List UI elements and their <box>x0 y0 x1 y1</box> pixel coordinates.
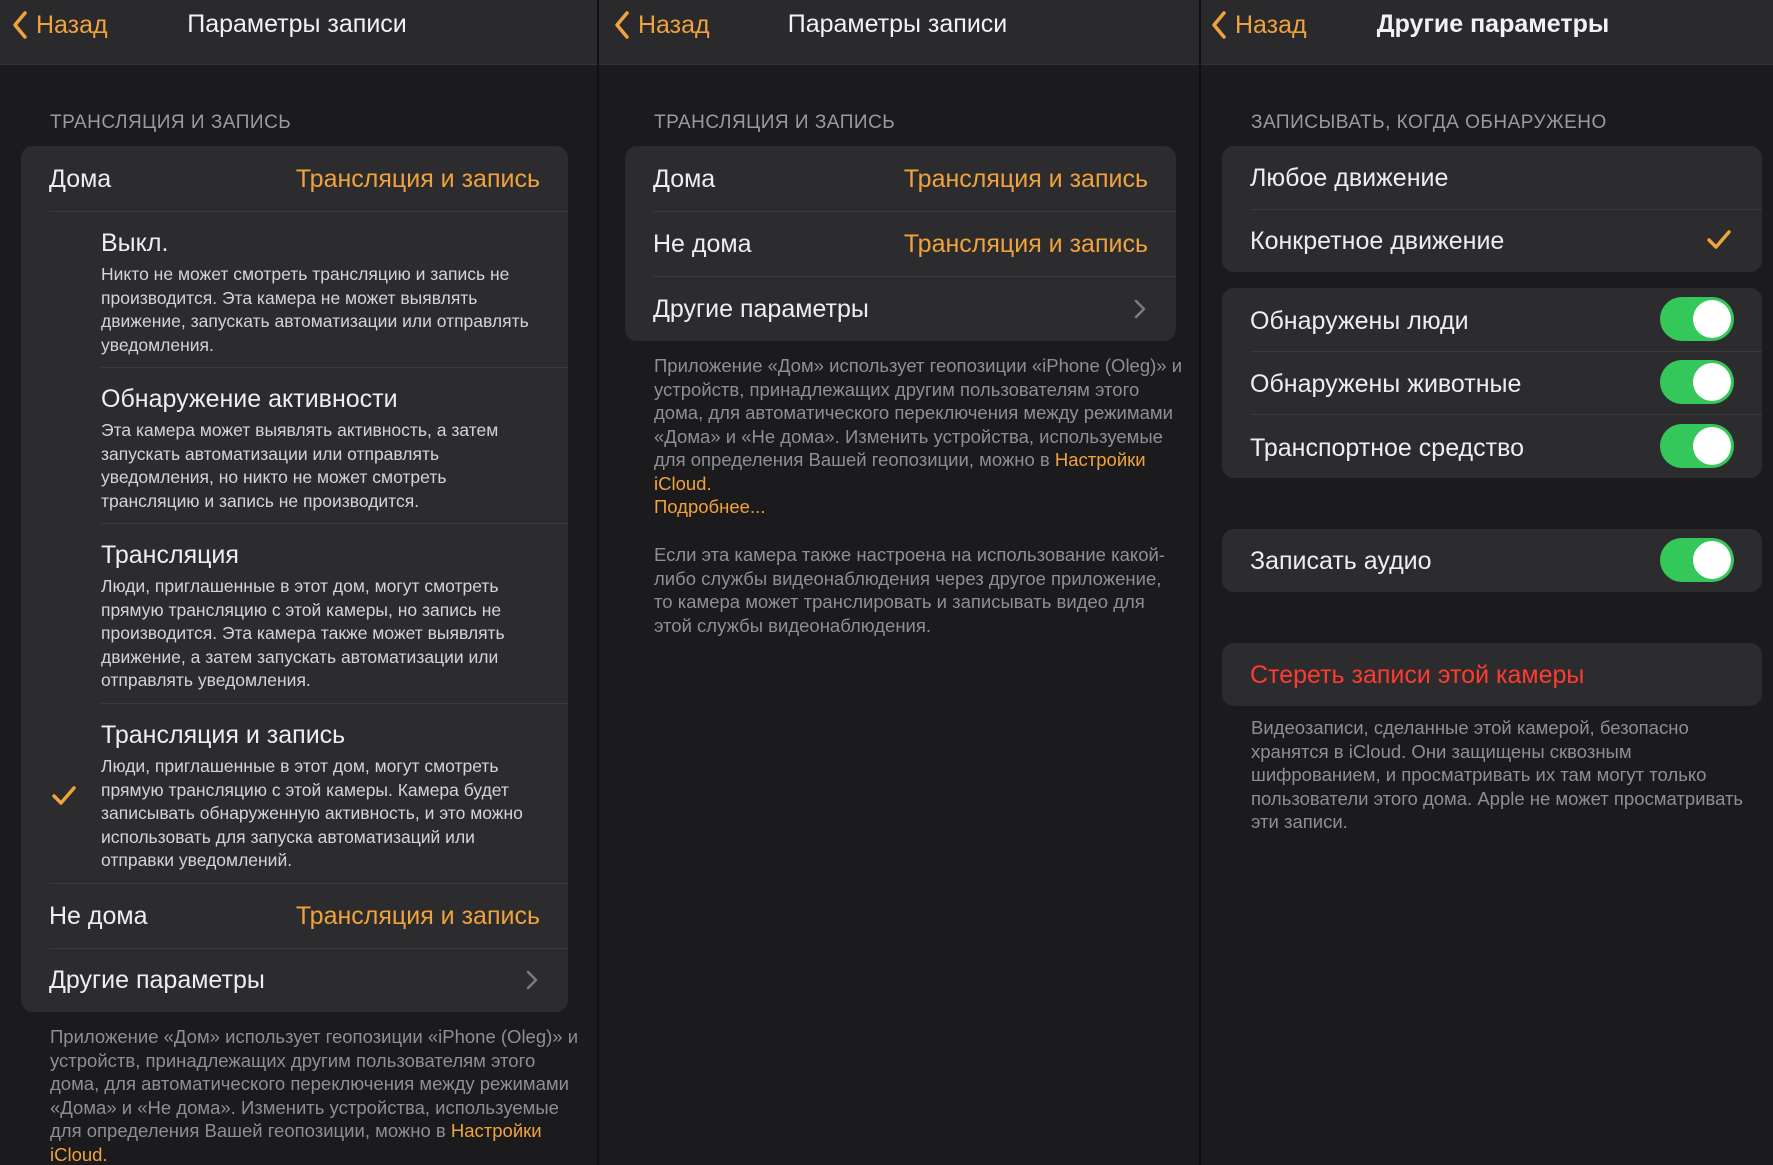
any-motion-label: Любое движение <box>1250 164 1449 192</box>
away-label: Не дома <box>49 902 148 930</box>
option-description: Эта камера может выявлять активность, а затем запускать автоматизации или отправлять уведомления, но никто не может смотреть трансляцию и запись не производится. <box>101 420 499 511</box>
section-header: ЗАПИСЫВАТЬ, КОГДА ОБНАРУЖЕНО <box>1251 112 1607 133</box>
nav-bar <box>599 0 1199 65</box>
more-link[interactable]: Подробнее... <box>654 496 766 517</box>
toggle-knob <box>1693 300 1731 338</box>
audio-group <box>1222 529 1762 592</box>
record-audio-toggle[interactable] <box>1660 538 1734 582</box>
home-label: Дома <box>49 165 112 193</box>
option-description: Люди, приглашенные в этот дом, могут смотреть прямую трансляцию с этой камеры, но запись не производится. Эта камера также может выявлять движение, а затем запускать автоматизации или отправлять уведомления. <box>101 576 505 690</box>
chevron-right-icon <box>1134 299 1146 319</box>
row-away[interactable] <box>625 211 1176 276</box>
back-label: Назад <box>1235 10 1307 39</box>
toggle-knob <box>1693 363 1731 401</box>
option-specific-motion[interactable] <box>1222 209 1762 272</box>
erase-recordings-label: Стереть записи этой камеры <box>1250 661 1585 689</box>
option-title: Обнаружение активности <box>101 385 398 413</box>
section-header: ТРАНСЛЯЦИЯ И ЗАПИСЬ <box>50 112 292 133</box>
streaming-settings-group <box>21 146 568 1012</box>
icloud-settings-link[interactable]: Настройки iCloud. <box>50 1120 542 1165</box>
footer-text: Приложение «Дом» использует геопозиции «iPhone (Oleg)» и устройств, принадлежащих другим пользователям этого дома, для автоматического переключения между режимами «Дома» и «Не дома». Изменить устройства, используемые для определения Вашей геопозиции, можно в <box>50 1026 579 1141</box>
option-description: Люди, приглашенные в этот дом, могут смотреть прямую трансляцию с этой камеры. Камера будет записывать обнаруженную активность, и это можно использовать для запуска автоматизаций или отправки уведомлений. <box>101 756 523 870</box>
panel-recording-options <box>599 0 1199 1165</box>
location-footer <box>50 1025 580 1165</box>
page-title: Параметры записи <box>787 10 1008 38</box>
checkmark-icon <box>1706 229 1732 251</box>
row-home[interactable] <box>21 146 568 211</box>
home-value: Трансляция и запись <box>295 165 540 193</box>
surveillance-footer: Если эта камера также настроена на использование какой-либо службы видеонаблюдения через другое приложение, то камера может транслировать и записывать видео для этой службы видеонаблюдения. <box>654 544 1165 636</box>
option-description: Никто не может смотреть трансляцию и запись не производится. Эта камера не может выявлять движение, запускать автоматизации или отправлять уведомления. <box>101 264 529 355</box>
row-animals-detected <box>1222 351 1762 414</box>
vehicle-toggle[interactable] <box>1660 424 1734 468</box>
record-audio-label: Записать аудио <box>1250 547 1432 575</box>
row-people-detected <box>1222 288 1762 351</box>
toggle-knob <box>1693 541 1731 579</box>
motion-detection-group <box>1222 146 1762 272</box>
panel-other-options <box>1201 0 1773 1165</box>
option-any-motion[interactable] <box>1222 146 1762 209</box>
people-detected-label: Обнаружены люди <box>1250 307 1469 335</box>
row-other-options[interactable] <box>625 276 1176 341</box>
animals-detected-label: Обнаружены животные <box>1250 370 1522 398</box>
section-header: ТРАНСЛЯЦИЯ И ЗАПИСЬ <box>654 112 896 133</box>
home-label: Дома <box>653 165 716 193</box>
option-streaming-and-recording[interactable] <box>21 703 568 883</box>
away-value: Трансляция и запись <box>903 230 1148 258</box>
detection-toggles-group <box>1222 288 1762 478</box>
icloud-settings-link[interactable]: Настройки iCloud. <box>654 449 1146 494</box>
location-footer <box>654 354 1184 519</box>
option-title: Трансляция и запись <box>101 721 346 749</box>
panel-recording-options-expanded <box>0 0 597 1165</box>
option-title: Трансляция <box>101 541 239 569</box>
option-title: Выкл. <box>101 229 169 257</box>
away-label: Не дома <box>653 230 752 258</box>
option-off[interactable] <box>21 211 568 367</box>
row-record-audio <box>1222 529 1762 592</box>
icloud-footer: Видеозаписи, сделанные этой камерой, безопасно хранятся в iCloud. Они защищены сквозным шифрованием, и просматривать их там могут только пользователи этого дома. Apple не может просматривать эти записи. <box>1251 717 1744 832</box>
erase-group <box>1222 643 1762 706</box>
animals-detected-toggle[interactable] <box>1660 360 1734 404</box>
row-home[interactable] <box>625 146 1176 211</box>
nav-bar <box>0 0 597 65</box>
back-label: Назад <box>36 10 108 39</box>
page-title: Параметры записи <box>187 10 407 38</box>
row-other-options[interactable] <box>21 948 568 1012</box>
checkmark-icon <box>51 785 77 807</box>
page-title: Другие параметры <box>1376 10 1610 38</box>
home-value: Трансляция и запись <box>903 165 1148 193</box>
option-activity-detection[interactable] <box>21 367 568 523</box>
toggle-knob <box>1693 427 1731 465</box>
away-value: Трансляция и запись <box>295 902 540 930</box>
nav-bar <box>1201 0 1773 65</box>
vehicle-label: Транспортное средство <box>1250 434 1524 462</box>
row-away[interactable] <box>21 883 568 948</box>
erase-recordings-button[interactable] <box>1222 643 1762 706</box>
people-detected-toggle[interactable] <box>1660 297 1734 341</box>
footer-text: Приложение «Дом» использует геопозиции «iPhone (Oleg)» и устройств, принадлежащих другим пользователям этого дома, для автоматического переключения между режимами «Дома» и «Не дома». Изменить устройства, используемые для определения Вашей геопозиции, можно в <box>654 355 1183 470</box>
row-vehicle <box>1222 414 1762 478</box>
streaming-settings-group <box>625 146 1176 341</box>
other-options-label: Другие параметры <box>49 966 265 994</box>
other-options-label: Другие параметры <box>653 295 869 323</box>
back-label: Назад <box>638 10 710 39</box>
option-streaming[interactable] <box>21 523 568 703</box>
specific-motion-label: Конкретное движение <box>1250 227 1505 255</box>
chevron-right-icon <box>526 970 538 990</box>
